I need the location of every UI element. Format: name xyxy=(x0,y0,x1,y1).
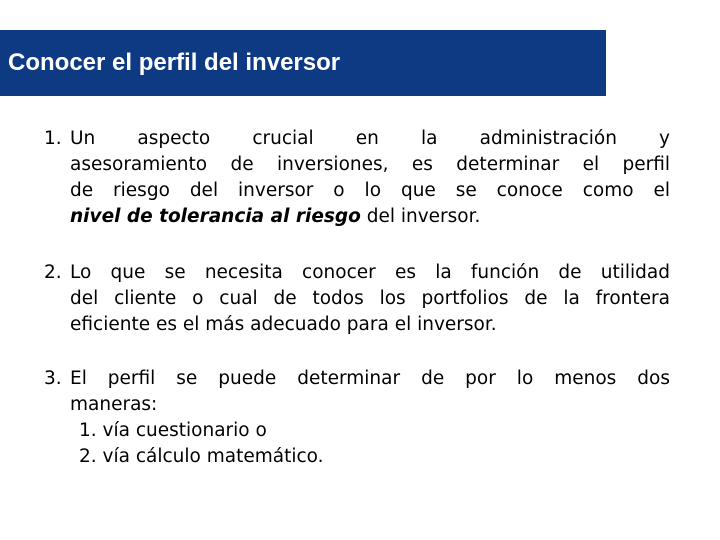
sub-item: 1. vía cuestionario o xyxy=(79,420,267,441)
item-line: maneras: xyxy=(70,394,158,415)
list-item xyxy=(44,126,670,230)
item-line: eficiente es el más adecuado para el inversor. xyxy=(70,314,497,335)
item-line: Un aspecto crucial en la administración y xyxy=(70,128,670,149)
content-list xyxy=(44,126,670,470)
item-number: 2. xyxy=(44,262,62,283)
item-number: 3. xyxy=(44,368,62,389)
emphasis-text: nivel de tolerancia al riesgo xyxy=(70,206,361,227)
item-line: del cliente o cual de todos los portfolios de la frontera xyxy=(70,288,670,309)
item-line: El perfil se puede determinar de por lo menos dos xyxy=(70,368,670,389)
list-item xyxy=(44,260,670,338)
sub-item: 2. vía cálculo matemático. xyxy=(79,446,324,467)
item-number: 1. xyxy=(44,128,62,149)
item-line: de riesgo del inversor o lo que se conoce como el xyxy=(70,180,670,201)
page-title: Conocer el perfil del inversor xyxy=(8,49,341,76)
item-line xyxy=(70,204,670,230)
item-line: Lo que se necesita conocer es la función de utilidad xyxy=(70,262,670,283)
title-bar xyxy=(0,30,606,96)
item-line: asesoramiento de inversiones, es determinar el perfil xyxy=(70,154,670,175)
item-tail: del inversor. xyxy=(360,206,481,227)
list-item xyxy=(44,366,670,470)
